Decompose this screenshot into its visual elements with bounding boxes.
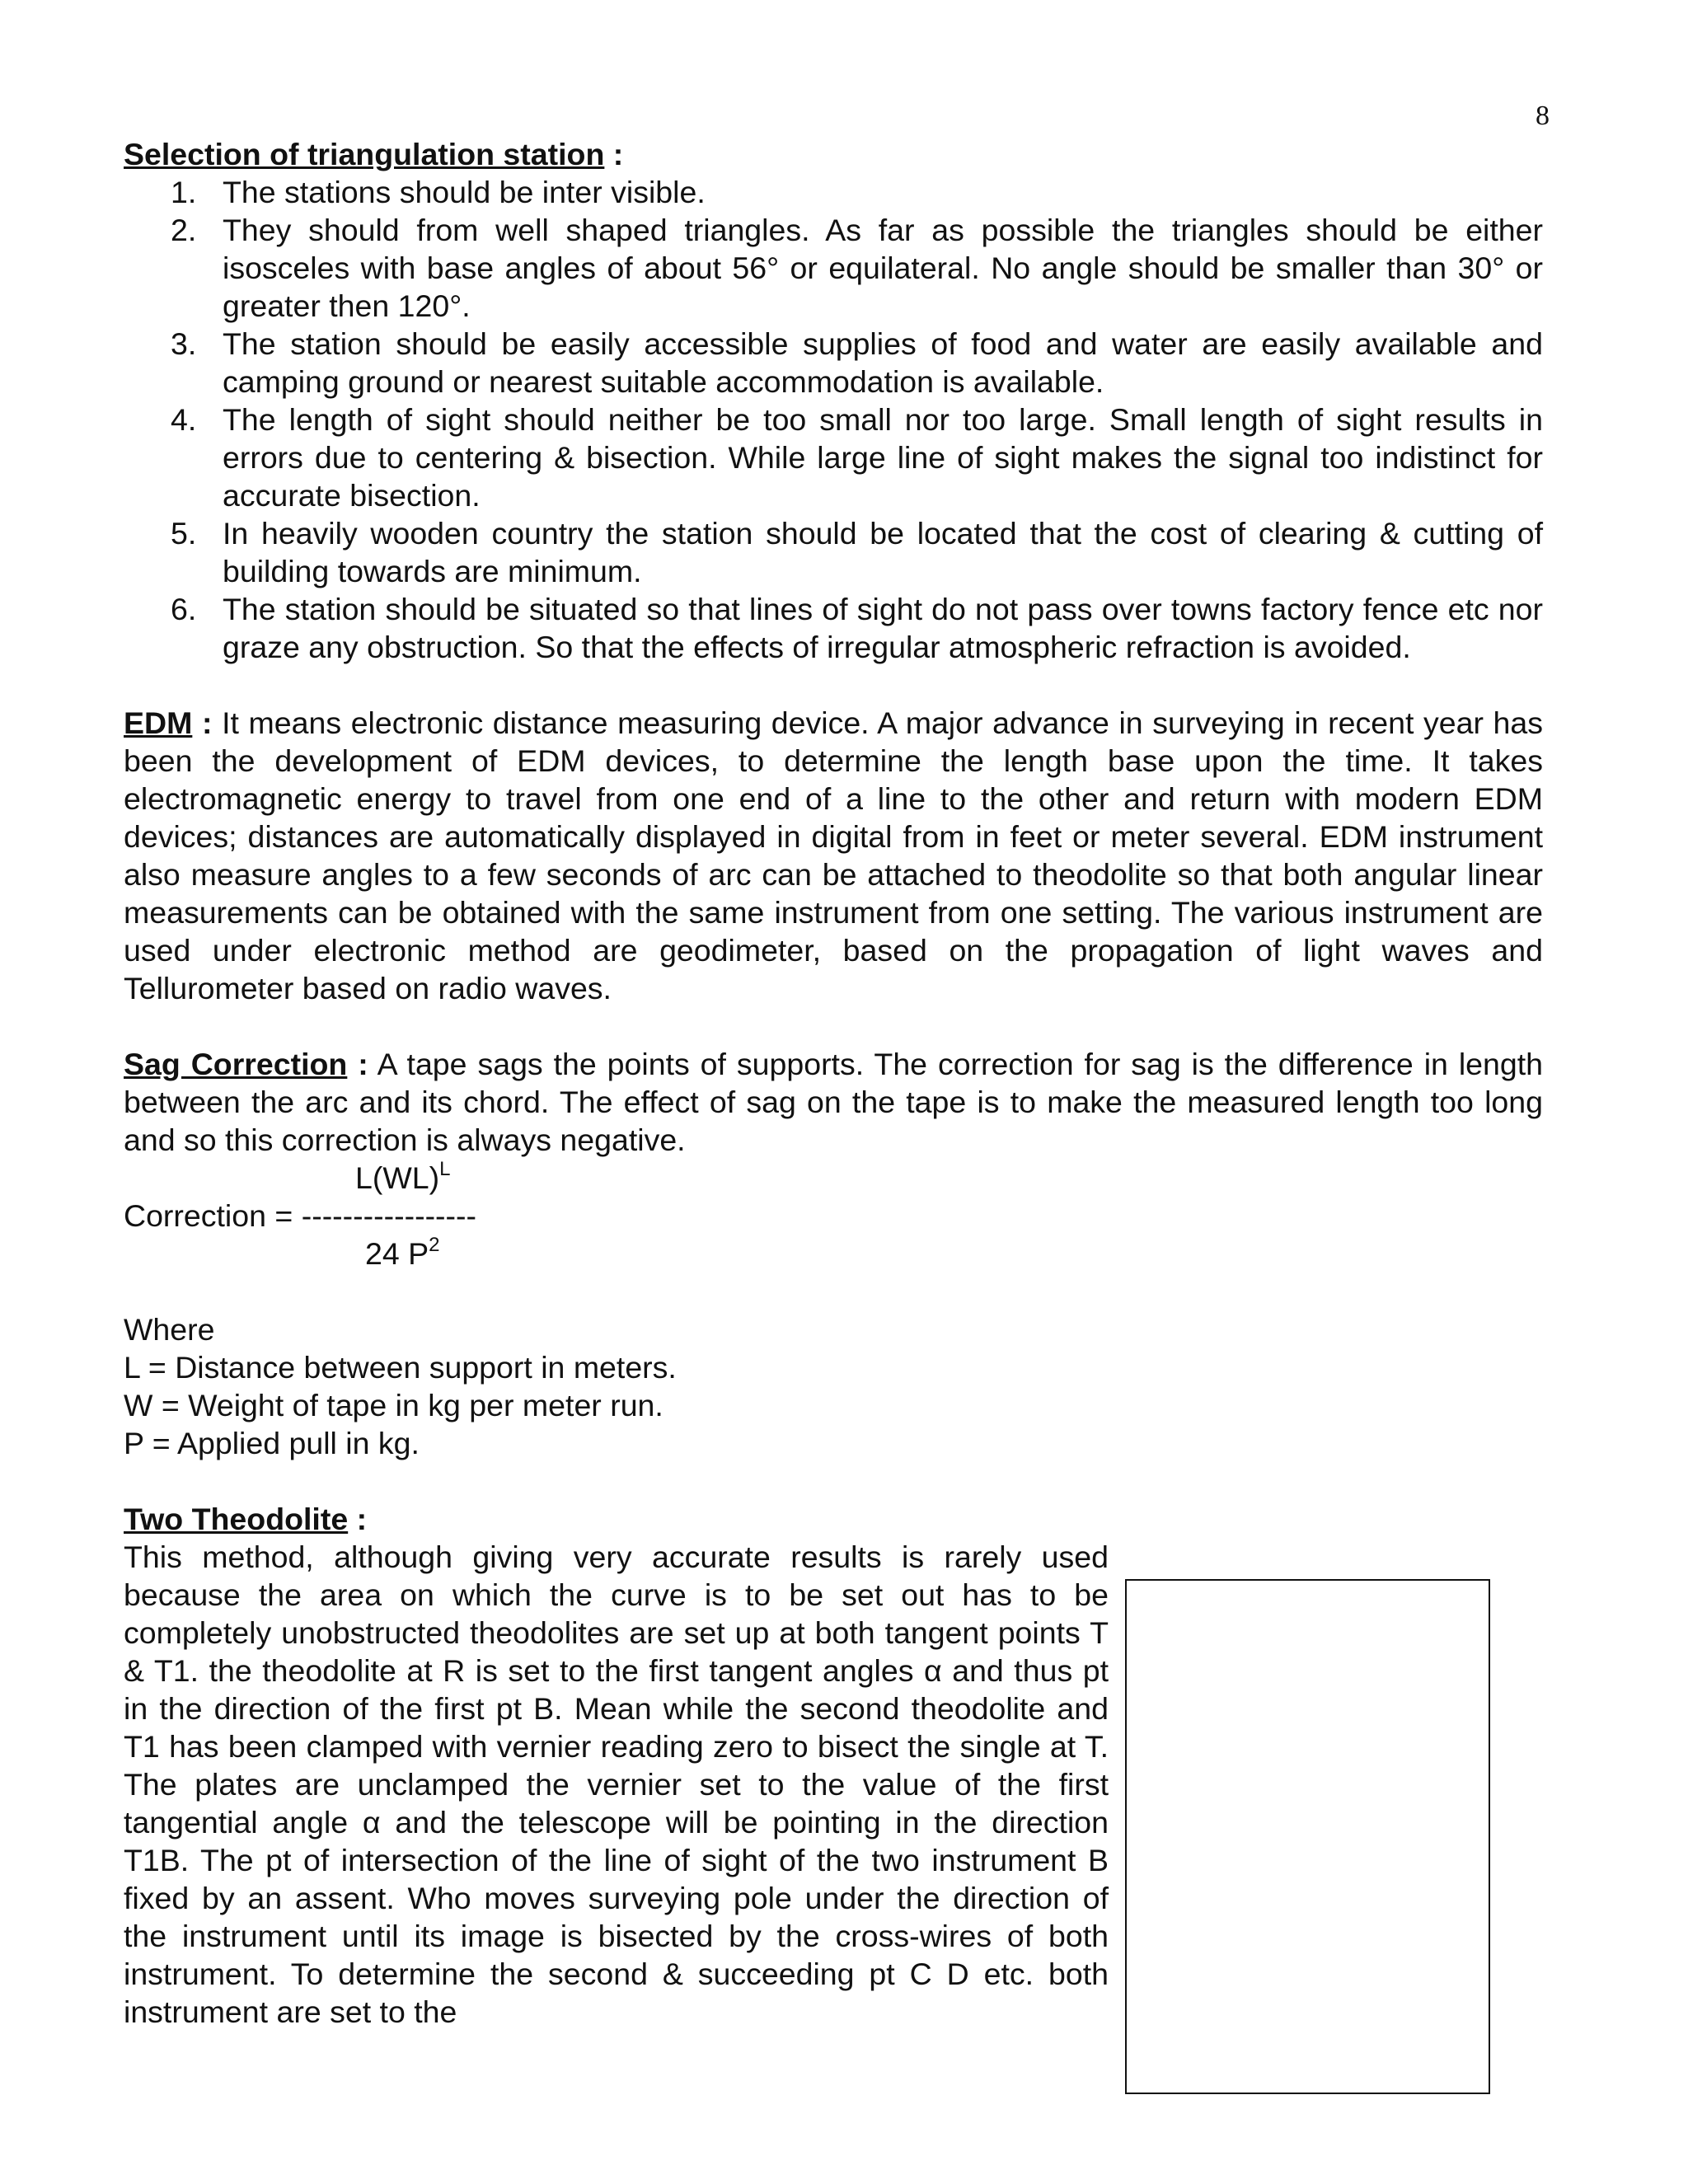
list-text: The station should be easily accessible supplies of food and water are easily available and camping ground or nearest suitable accommodation is available. xyxy=(223,326,1543,399)
section-sag-correction xyxy=(124,1045,1543,1462)
formula-numerator xyxy=(355,1159,450,1197)
definition-line: W = Weight of tape in kg per meter run. xyxy=(124,1388,663,1422)
list-item xyxy=(171,211,1543,325)
list-text: The stations should be inter visible. xyxy=(223,175,706,209)
edm-paragraph xyxy=(124,704,1543,1007)
sag-heading: Sag Correction xyxy=(124,1047,348,1081)
list-item xyxy=(171,173,1543,211)
list-number: 6. xyxy=(171,592,197,626)
section-triangulation xyxy=(124,135,1543,666)
theodolite-paragraph: This method, although giving very accurate results is rarely used because the area on which the curve is to be set out has to be completely unobstructed theodolites are set up at both tangent points T & T1. the theodolite at R is set to the first tangent angles α and thus pt in the direction of the first pt B. Mean while the second theodolite and T1 has been clamped with vernier reading zero to bisect the single at T. The plates are unclamped the vernier set to the value of the first tangential angle α and the telescope will be pointing in the direction T1B. The pt of intersection of the line of sight of the two instrument B fixed by an assent. Who moves surveying pole under the direction of the instrument until its image is bisected by the cross-wires of both instrument. To determine the second & succeeding pt C D etc. both instrument are set to the xyxy=(124,1540,1109,2029)
triangulation-heading-line xyxy=(124,135,1543,173)
list-number: 4. xyxy=(171,402,197,437)
section-edm xyxy=(124,704,1543,1007)
list-number: 2. xyxy=(171,213,197,247)
edm-text: It means electronic distance measuring device. A major advance in surveying in recent year has been the development of EDM devices, to determine the length base upon the time. It takes electromagnetic energy to travel from one end of a line to the other and return with modern EDM devices; distances are automatically displayed in digital from in feet or meter several. EDM instrument also measure angles to a few seconds of arc can be attached to theodolite so that both angular linear measurements can be obtained with the same instrument from one setting. The various instrument are used under electronic method are geodimeter, based on the propagation of light waves and Tellurometer based on radio waves. xyxy=(124,705,1544,1005)
spacer xyxy=(124,666,1543,704)
list-item xyxy=(171,325,1543,401)
edm-heading: EDM xyxy=(124,705,193,740)
spacer xyxy=(124,1462,1543,1500)
theodolite-heading: Two Theodolite xyxy=(124,1502,349,1536)
definition-line: P = Applied pull in kg. xyxy=(124,1426,420,1460)
figure-placeholder-box xyxy=(1125,1579,1490,2094)
theodolite-text-column xyxy=(124,1538,1109,2031)
heading-colon: : xyxy=(201,705,213,740)
numerator-text: L(WL) xyxy=(355,1160,440,1195)
list-item xyxy=(171,590,1543,666)
heading-colon: : xyxy=(356,1502,368,1536)
spacer xyxy=(124,1007,1543,1045)
list-text: They should from well shaped triangles. As far as possible the triangles should be either isosceles with base angles of about 56° or equilateral. No angle should be smaller than 30° or greater then 120°. xyxy=(223,213,1543,323)
sag-formula xyxy=(124,1159,1543,1272)
heading-colon: : xyxy=(612,137,624,171)
list-text: The length of sight should neither be too small nor too large. Small length of sight results in errors due to centering & bisection. While large line of sight makes the signal too indistinct for accurate bisection. xyxy=(223,402,1543,513)
list-item xyxy=(171,401,1543,514)
spacer xyxy=(124,1272,1543,1310)
definition-line: L = Distance between support in meters. xyxy=(124,1350,677,1385)
list-number: 5. xyxy=(171,516,197,551)
formula-label: Correction = ----------------- xyxy=(124,1198,477,1233)
list-number: 3. xyxy=(171,326,197,361)
sag-paragraph xyxy=(124,1045,1543,1159)
numerator-superscript: L xyxy=(439,1158,451,1180)
sag-text: A tape sags the points of supports. The correction for sag is the difference in length between the arc and its chord. The effect of sag on the tape is to make the measured length too long and so this correction is always negative. xyxy=(124,1047,1543,1157)
page-number: 8 xyxy=(1536,101,1550,131)
list-item xyxy=(171,514,1543,590)
list-number: 1. xyxy=(171,175,197,209)
heading-colon: : xyxy=(358,1047,368,1081)
list-text: In heavily wooden country the station should be located that the cost of clearing & cutting of building towards are minimum. xyxy=(223,516,1543,588)
where-label: Where xyxy=(124,1312,215,1347)
list-text: The station should be situated so that lines of sight do not pass over towns factory fence etc nor graze any obstruction. So that the effects of irregular atmospheric refraction is avoided. xyxy=(223,592,1543,664)
denominator-superscript: 2 xyxy=(429,1234,440,1256)
formula-denominator xyxy=(365,1235,440,1272)
triangulation-heading: Selection of triangulation station xyxy=(124,137,605,171)
denominator-text: 24 P xyxy=(365,1236,429,1271)
theodolite-heading-line xyxy=(124,1500,1543,1538)
triangulation-list xyxy=(124,173,1543,666)
